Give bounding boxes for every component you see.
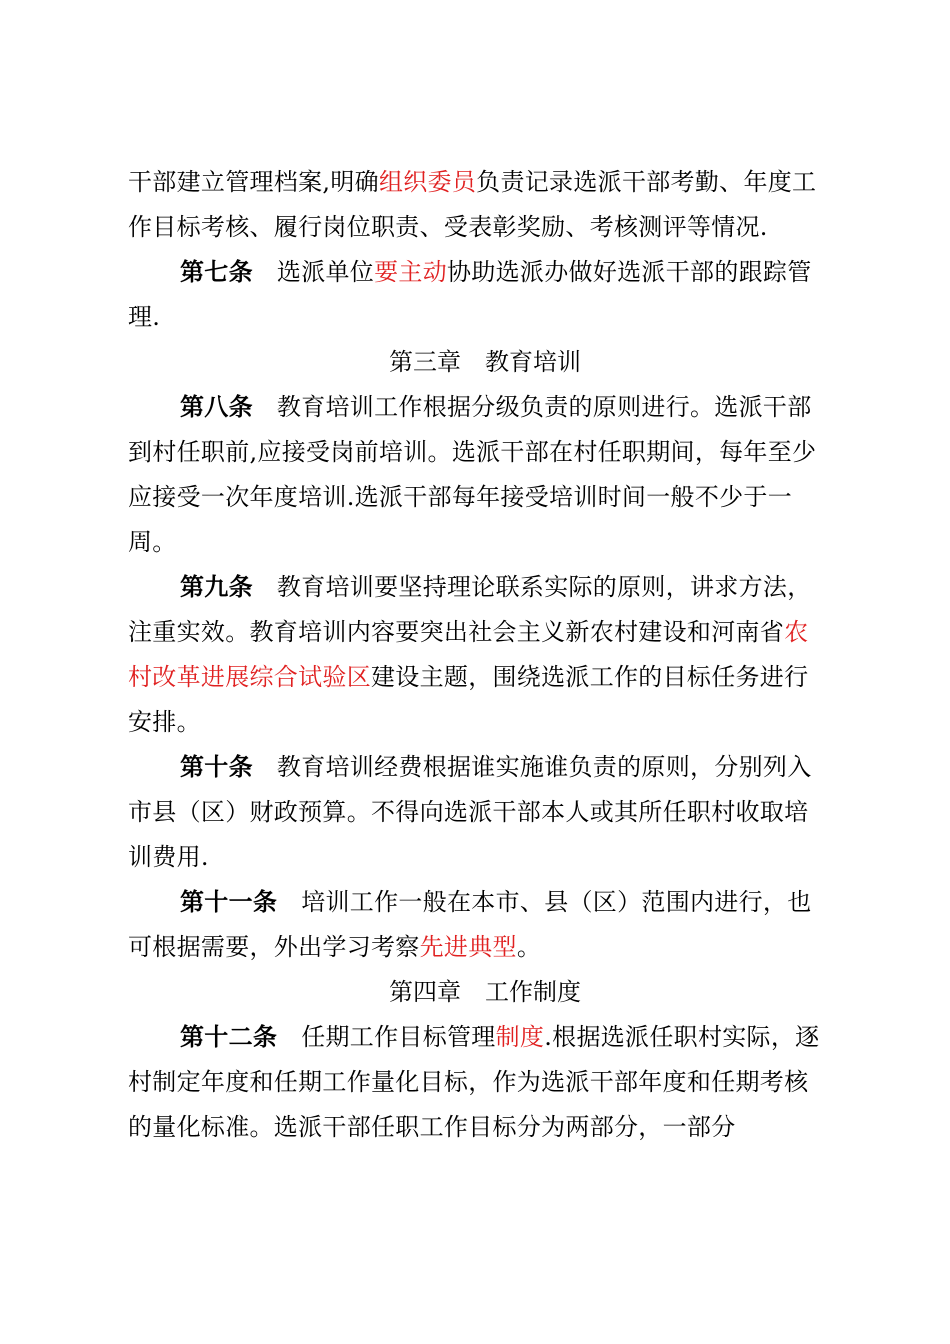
chapter-3-heading <box>128 340 828 385</box>
article-label: 第十二条 <box>180 1023 278 1051</box>
highlight-text: 组织委员 <box>378 168 477 196</box>
text: 选派单位 <box>276 258 375 286</box>
text: 教育培训要坚持理论联系实际的原则，讲求方法，注重实效。教育培训内容要突出社会主义新农村建设和河南省 <box>128 573 812 646</box>
chapter-4-heading <box>128 970 828 1015</box>
paragraph-article-8 <box>128 385 828 565</box>
chapter-number: 第四章 <box>389 978 461 1006</box>
article-label: 第十一条 <box>180 888 278 916</box>
highlight-text: 农村改革进展综合试验区 <box>128 618 809 691</box>
chapter-title: 教育培训 <box>485 348 581 376</box>
paragraph-article-6-continued <box>128 160 828 250</box>
text: 。 <box>516 933 542 961</box>
paragraph-article-10 <box>128 745 828 880</box>
paragraph-article-12 <box>128 1015 828 1150</box>
paragraph-article-11 <box>128 880 828 970</box>
text: 协助选派办做好选派干部的跟踪管理. <box>128 258 812 331</box>
text: 教育培训经费根据谁实施谁负责的原则，分别列入市县（区）财政预算。不得向选派干部本人或其所任职村收取培训费用. <box>128 753 812 871</box>
chapter-number: 第三章 <box>389 348 461 376</box>
document-page <box>128 160 828 1150</box>
text: .根据选派任职村实际，逐村制定年度和任期工作量化目标，作为选派干部年度和任期考核的量化标准。选派干部任职工作目标分为两部分，一部分 <box>128 1023 820 1141</box>
highlight-text: 制度 <box>495 1023 545 1051</box>
text: 培训工作一般在本市、县（区）范围内进行，也可根据需要，外出学习考察 <box>128 888 812 961</box>
highlight-text: 先进典型 <box>419 933 517 961</box>
article-label: 第十条 <box>180 753 253 781</box>
text: 负责记录选派干部考勤、年度工作目标考核、履行岗位职责、受表彰奖励、考核测评等情况. <box>128 168 817 241</box>
text: 教育培训工作根据分级负责的原则进行。选派干部到村任职前,应接受岗前培训。选派干部在村任职期间，每年至少应接受一次年度培训.选派干部每年接受培训时间一般不少于一周。 <box>128 393 817 556</box>
paragraph-article-7 <box>128 250 828 340</box>
article-label: 第七条 <box>180 258 253 286</box>
article-label: 第九条 <box>180 573 253 601</box>
chapter-title: 工作制度 <box>485 978 581 1006</box>
highlight-text: 要主动 <box>374 258 448 286</box>
paragraph-article-9 <box>128 565 828 745</box>
article-label: 第八条 <box>180 393 253 421</box>
text: 建设主题，围绕选派工作的目标任务进行安排。 <box>128 663 809 736</box>
text: 任期工作目标管理 <box>301 1023 496 1051</box>
text: 干部建立管理档案,明确 <box>128 168 379 196</box>
